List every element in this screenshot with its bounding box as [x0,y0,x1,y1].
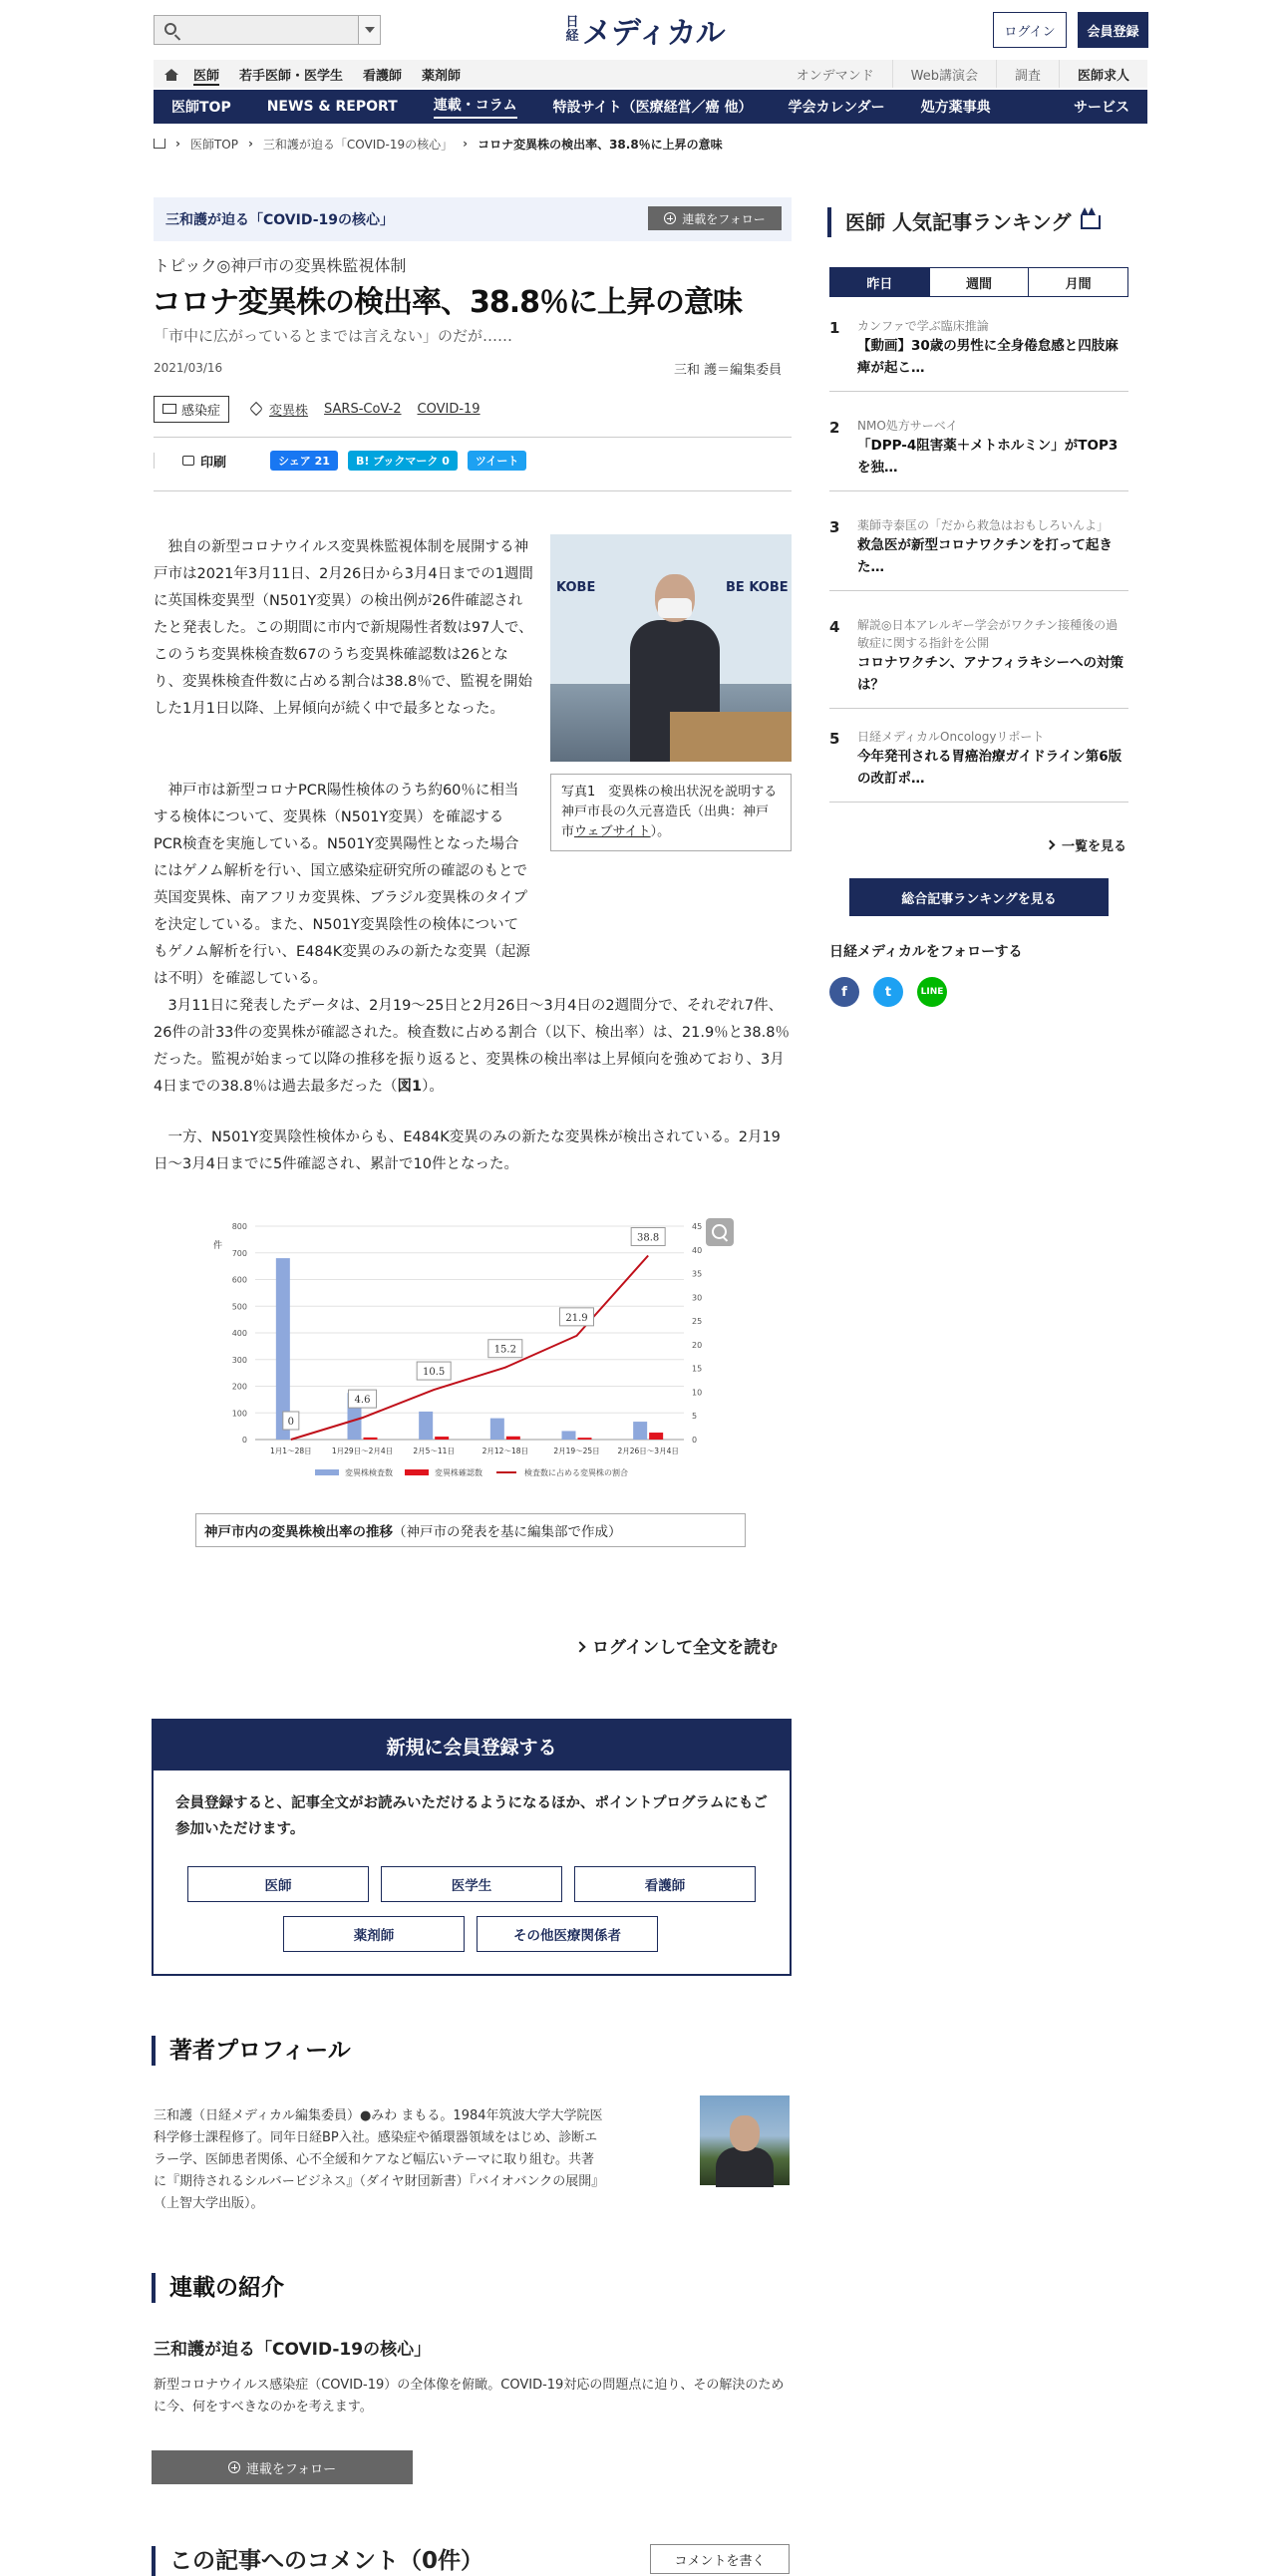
data-label: 0 [287,1417,295,1428]
nav-survey[interactable]: 調査 [997,60,1060,88]
legend-label: 変異株検査数 [345,1468,393,1477]
tweet-button[interactable]: ツイート [468,451,526,471]
bar-confirmed [578,1438,592,1440]
nav2-column-label: 連載・コラム [434,95,517,119]
bar-confirmed [649,1433,663,1440]
follow-label: 連載をフォロー [682,211,766,226]
share-bar [154,449,526,473]
y-tick-label: 700 [231,1248,247,1258]
site-logo[interactable] [564,12,725,51]
print-label: 印刷 [200,455,227,471]
rank-title[interactable]: コロナワクチン、アナフィラキシーへの対策は？ [857,655,1124,693]
bar-tests [562,1431,576,1440]
divider [154,490,792,491]
data-label: 38.8 [637,1232,660,1244]
y2-tick-label: 5 [692,1412,698,1422]
comments-heading: この記事へのコメント（0件） [152,2546,483,2576]
all-ranking-button[interactable]: 総合記事ランキングを見る [849,878,1109,916]
register-doctor-button[interactable]: 医師 [187,1866,369,1902]
ranking-heading [827,207,1101,237]
ranking-item[interactable] [829,516,1128,591]
login-read-more-link[interactable] [576,1633,778,1658]
plus-icon [664,212,676,224]
caption-end: ）。 [650,824,671,839]
y2-tick-label: 10 [692,1388,703,1398]
print-button[interactable] [182,452,226,471]
y-tick-label: 500 [231,1302,247,1312]
register-text: 会員登録すると、記事全文がお読みいただけるようになるほか、ポイントプログラムにもご参加いただけます。 [175,1795,768,1837]
data-label: 21.9 [565,1312,588,1324]
tab-monthly[interactable]: 月間 [1065,276,1092,292]
tab-weekly[interactable]: 週間 [930,268,1030,296]
more-label: 一覧を見る [1062,839,1127,854]
hatena-bookmark-button[interactable]: B! ブックマーク 0 [348,451,458,471]
home-icon[interactable] [154,139,165,149]
register-nurse-button[interactable]: 看護師 [574,1866,756,1902]
bar-confirmed [506,1437,520,1440]
rank-category: 解説◎日本アレルギー学会がワクチン接種後の過敏症に関する指針を公開 [857,618,1119,650]
series-description: 新型コロナウイルス感染症（COVID-19）の全体像を俯瞰。COVID-19対応の問題点に迫り、その解決のために今、何をすべきなのかを考えます。 [154,2378,785,2415]
breadcrumb-item[interactable]: 医師TOP [189,137,238,152]
breadcrumb [154,136,723,152]
y2-tick-label: 0 [692,1436,698,1445]
logo-small-text: 日経 [565,15,579,44]
main-nav [154,90,1147,124]
rank-number: 4 [829,618,840,636]
register-other-button[interactable]: その他医療関係者 [477,1916,658,1952]
article-photo[interactable] [550,534,792,762]
plus-icon [228,2461,240,2473]
bar-confirmed [364,1438,378,1440]
ranking-more-link[interactable] [1047,835,1126,854]
home-icon[interactable] [160,60,183,88]
nav2-calendar[interactable]: 学会カレンダー [788,100,885,116]
nav2-top[interactable]: 医師TOP [171,100,231,116]
breadcrumb-sep: › [463,137,469,151]
profile-heading: 著者プロフィール [152,2036,351,2066]
data-label: 15.2 [493,1344,516,1356]
avatar [700,2095,790,2185]
series-bar [154,197,792,241]
x-tick-label: 2月12～18日 [481,1447,529,1455]
logo-main-text: メディカル [582,16,725,51]
rank-category: 薬師寺泰匡の「だから救急はおもしろいんよ」 [857,518,1110,532]
rank-title[interactable]: 「DPP-4阻害薬＋メトホルミン」がTOP3を独… [857,438,1119,476]
nav-ondemand[interactable]: オンデマンド [779,60,893,88]
nav-nurse[interactable]: 看護師 [363,68,403,84]
nav2-news[interactable]: NEWS & REPORT [266,99,398,115]
search-input[interactable] [154,15,381,45]
legend-swatch [315,1469,339,1475]
series-name[interactable]: 三和護が迫る「COVID-19の核心」 [165,212,395,228]
zoom-icon[interactable] [706,1218,734,1246]
follow-series-button[interactable] [648,206,782,230]
nav-jobs[interactable]: 医師求人 [1077,68,1129,84]
rank-title[interactable]: 【動画】30歳の男性に全身倦怠感と四肢麻痺が起こ… [857,338,1119,376]
article-paragraph: 神戸市は新型コロナPCR陽性検体のうち約60％に相当する検体について、変異株（N501Y変異）を確認するPCR検査を実施している。N501Y変異陽性となった場合にはゲノム解析を行い、国立感染症研究所の確認のもとで英国変異株、南アフリカ変異株、ブラジル変異株のタイプを決定している。また、N501Y変異陰性の検体についてもゲノム解析を行い、E484K変異のみの新たな変異（起源は不明）を確認している。 [154,783,530,987]
follow-label: 連載をフォロー [245,2461,337,2477]
search-icon [164,23,176,35]
tag-list [154,395,496,423]
divider [154,437,792,438]
x-tick-label: 1月1～28日 [270,1447,312,1455]
x-tick-label: 2月26日～3月4日 [617,1447,679,1455]
y2-tick-label: 45 [692,1222,703,1231]
rank-number: 1 [829,319,840,337]
y-tick-label: 600 [231,1275,247,1285]
ranking-item[interactable] [829,317,1128,392]
chart-caption-title: 神戸市内の変異株検出率の推移 [204,1524,393,1540]
tab-yesterday[interactable]: 昨日 [830,268,930,296]
y2-tick-label: 20 [692,1340,703,1350]
photo-caption [550,774,792,851]
legend-label: 変異株確認数 [435,1468,482,1477]
nav2-column[interactable] [416,90,535,124]
facebook-icon[interactable]: f [829,977,859,1007]
bar-confirmed [435,1437,449,1440]
rank-title[interactable]: 救急医が新型コロナワクチンを打って起きた… [857,537,1113,575]
p3-text: 3月11日に発表したデータは、2月19～25日と2月26日～3月4日の2週間分で、それぞれ7件、26件の計33件の変異株が確認された。検査数に占める割合（以下、検出率）は、21.9％と38.8％だった。監視が始まって以降の推移を振り返ると、変異株の検出率は上昇傾向を強めており、3月4日までの38.8％は過去最多だった（ [154,998,790,1095]
tag-link[interactable]: 変異株 [269,403,309,419]
data-label: 10.5 [423,1367,446,1379]
y2-tick-label: 25 [692,1317,703,1327]
follow-label: 日経メディカルをフォローする [829,944,1023,960]
nav-web-lecture[interactable]: Web講演会 [893,60,997,88]
audience-nav [154,60,1147,88]
register-button[interactable]: 会員登録 [1078,12,1148,48]
ranking-tabs [829,267,1128,297]
follow-series-button-bottom[interactable] [152,2450,413,2484]
category-label: 感染症 [181,403,221,419]
figure-ref: 図1 [397,1079,423,1095]
write-comment-button[interactable]: コメントを書く [650,2544,790,2574]
facebook-share-button[interactable]: シェア 21 [270,451,338,471]
y-tick-label: 800 [231,1222,247,1231]
caption-text: 写真1 変異株の検出状況を説明する神戸市長の久元喜造氏（出典：神戸市 [561,785,778,839]
series-intro-heading: 連載の紹介 [152,2273,284,2303]
y-tick-label: 300 [231,1355,247,1365]
x-tick-label: 1月29日～2月4日 [331,1447,394,1455]
chevron-down-icon[interactable] [358,16,380,44]
rank-number: 2 [829,419,840,437]
nav-pharmacist[interactable]: 薬剤師 [422,68,462,84]
y-tick-label: 0 [241,1436,247,1445]
p3-end: ）。 [422,1079,444,1095]
line-icon[interactable]: LINE [917,977,947,1007]
chevron-right-icon [574,1641,585,1652]
ranking-item[interactable] [829,616,1128,709]
article-author: 三和 護＝編集委員 [674,363,783,378]
article-paragraph: 独自の新型コロナウイルス変異株監視体制を展開する神戸市は2021年3月11日、2月26日から3月4日までの1週間に英国株変異型（N501Y変異）の検出例が26件確認されたと発表した。この期間に市内で新規陽性者数は97人で、このうち変異株検査数67のうち変異株確認数は26となり、変異株検査件数に占める割合は38.8％で、監視を開始した1月1日以降、上昇傾向が続く中で最多となった。 [154,539,533,717]
crown-icon [1081,215,1101,229]
rank-category: カンファで学ぶ臨床推論 [857,319,989,333]
y-tick-label: 200 [231,1382,247,1392]
article-topic: トピック◎神戸市の変異株監視体制 [154,256,407,275]
ranking-heading-label: 医師 人気記事ランキング [845,210,1072,234]
chevron-right-icon [1046,840,1056,850]
profile-text: 三和護（日経メディカル編集委員）●みわ まもる。1984年筑波大学大学院医科学修士課程修了。同年日経BP入社。感染症や循環器領域をはじめ、診断エラー学、医師患者関係、心不全緩和ケアなど幅広いテーマに取り組む。共著に『期待されるシルバービジネス』（ダイヤ財団新書）『バイオバンクの展開』（上智大学出版）。 [154,2108,603,2211]
tag-icon [249,402,263,416]
breadcrumb-sep: › [175,137,180,151]
y2-tick-label: 30 [692,1293,703,1303]
legend-label: 検査数に占める変異株の割合 [524,1468,628,1477]
bar-tests [419,1412,433,1440]
breadcrumb-current: コロナ変異株の検出率、38.8％に上昇の意味 [478,137,723,152]
breadcrumb-sep: › [247,137,253,151]
rank-category: 日経メディカルOncologyリポート [857,730,1045,744]
login-button[interactable]: ログイン [993,12,1067,48]
register-box [152,1719,792,1976]
series-title-link[interactable]: 三和護が迫る「COVID-19の核心」 [154,2340,432,2360]
article-paragraph [154,993,792,1101]
chart-caption-source: （神戸市の発表を基に編集部で作成） [393,1524,622,1540]
tag-link[interactable]: SARS-CoV-2 [324,401,402,417]
rank-category: NMO処方サーベイ [857,419,958,433]
readmore-label: ログインして全文を読む [592,1638,779,1658]
bar-tests [490,1419,504,1440]
ranking-item[interactable] [829,728,1128,803]
category-tag[interactable] [154,396,229,423]
rank-number: 3 [829,518,840,536]
y2-tick-label: 35 [692,1269,703,1279]
chart-caption [195,1513,746,1547]
legend-swatch [405,1469,429,1475]
nav2-special[interactable]: 特設サイト（医療経営／癌 他） [552,100,753,116]
article-subtitle: 「市中に広がっているとまでは言えない」のだが…… [154,327,513,345]
photo-board-text: KOBE [556,580,596,595]
nav-young[interactable]: 若手医師・医学生 [239,68,344,84]
breadcrumb-item[interactable]: 三和護が迫る「COVID-19の核心」 [262,137,454,152]
y2-tick-label: 40 [692,1245,703,1255]
bar-tests [633,1422,647,1440]
detection-rate-chart[interactable] [195,1216,734,1493]
rank-number: 5 [829,730,840,748]
rank-title[interactable]: 今年発刊される胃癌治療ガイドライン第6版の改訂ポ… [857,749,1122,787]
ranking-item[interactable] [829,417,1128,491]
y-axis-label: 件 [213,1241,223,1251]
twitter-icon[interactable]: t [873,977,903,1007]
register-heading: 新規に会員登録する [154,1721,790,1771]
register-student-button[interactable]: 医学生 [381,1866,562,1902]
nav-doctor[interactable]: 医師 [193,68,220,84]
y2-tick-label: 15 [692,1364,703,1374]
x-tick-label: 2月19～25日 [553,1447,600,1455]
y-tick-label: 100 [231,1409,247,1419]
register-pharmacist-button[interactable]: 薬剤師 [283,1916,465,1952]
photo-podium [670,712,792,762]
tag-link[interactable]: COVID-19 [417,401,480,417]
divider [154,453,155,469]
x-tick-label: 2月5～11日 [413,1447,455,1455]
data-label: 4.6 [354,1395,371,1407]
article-date: 2021/03/16 [154,361,223,375]
nav2-drug[interactable]: 処方薬事典 [920,100,991,116]
printer-icon [182,456,194,466]
page-title: コロナ変異株の検出率、38.8％に上昇の意味 [152,285,743,320]
rate-line [291,1255,648,1440]
caption-link[interactable]: ウェブサイト [574,824,651,839]
article-paragraph: 一方、N501Y変異陰性検体からも、E484K変異のみの新たな変異株が検出されている。2月19日～3月4日までに5件確認され、累計で10件となった。 [154,1129,781,1172]
y-tick-label: 400 [231,1329,247,1338]
photo-board-text: BE KOBE [726,580,789,595]
nav2-service[interactable]: サービス [1074,100,1129,116]
folder-icon [162,404,176,414]
